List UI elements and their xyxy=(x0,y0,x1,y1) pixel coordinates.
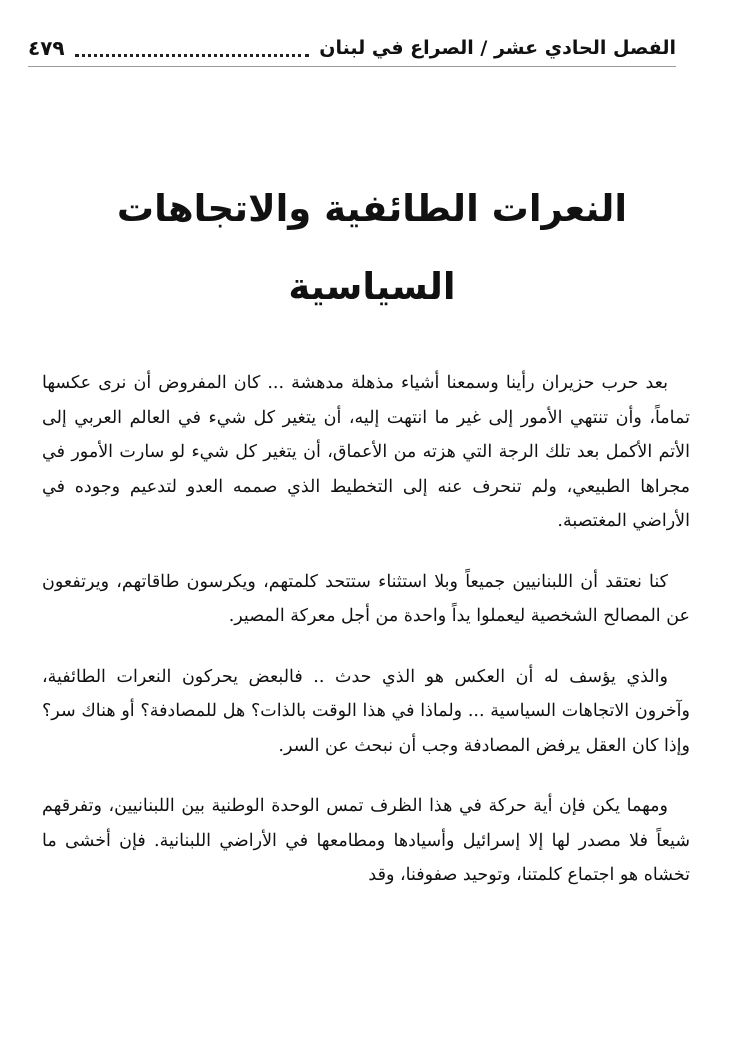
paragraph: بعد حرب حزيران رأينا وسمعنا أشياء مذهلة مدهشة ... كان المفروض أن نرى عكسها تماماً، وأن تنتهي الأمور إلى غير ما انتهت إليه، أن يتغير كل شيء في العالم العربي إلى الأتم الأكمل بعد تلك الرجة التي هزته من الأعماق، أن يتغير كل شيء لو سارت الأمور في مجراها الطبيعي، ولم تنحرف عنه إلى التخطيط الذي صممه العدو لتدعيم وجوده في الأراضي المغتصبة. xyxy=(42,373,690,531)
body-text xyxy=(42,366,690,893)
paragraph: ومهما يكن فإن أية حركة في هذا الظرف تمس الوحدة الوطنية بين اللبنانيين، وتفرقهم شيعاً فلا مصدر لها إلا إسرائيل وأسيادها ومطامعها في الأراضي اللبنانية. فإن أخشى ما تخشاه هو اجتماع كلمتنا، وتوحيد صفوفنا، وقد xyxy=(42,796,690,885)
page-number: ٤٧٩ xyxy=(28,36,65,60)
page-header xyxy=(28,30,676,67)
dotted-leader xyxy=(75,52,310,57)
running-title: الفصل الحادي عشر / الصراع في لبنان xyxy=(319,37,676,59)
chapter-title-line-2: السياسية xyxy=(288,265,456,308)
paragraph: كنا نعتقد أن اللبنانيين جميعاً وبلا استثناء ستتحد كلمتهم، ويكرسون طاقاتهم، ويرتفعون عن المصالح الشخصية ليعملوا يداً واحدة من أجل معركة المصير. xyxy=(42,571,690,626)
chapter-title-line-1: النعرات الطائفية والاتجاهات xyxy=(116,187,628,230)
paragraph: والذي يؤسف له أن العكس هو الذي حدث .. فالبعض يحركون النعرات الطائفية، وآخرون الاتجاهات السياسية ... ولماذا في هذا الوقت بالذات؟ هل للمصادفة؟ أو هناك سر؟ وإذا كان العقل يرفض المصادفة وجب أن نبحث عن السر. xyxy=(42,666,690,756)
